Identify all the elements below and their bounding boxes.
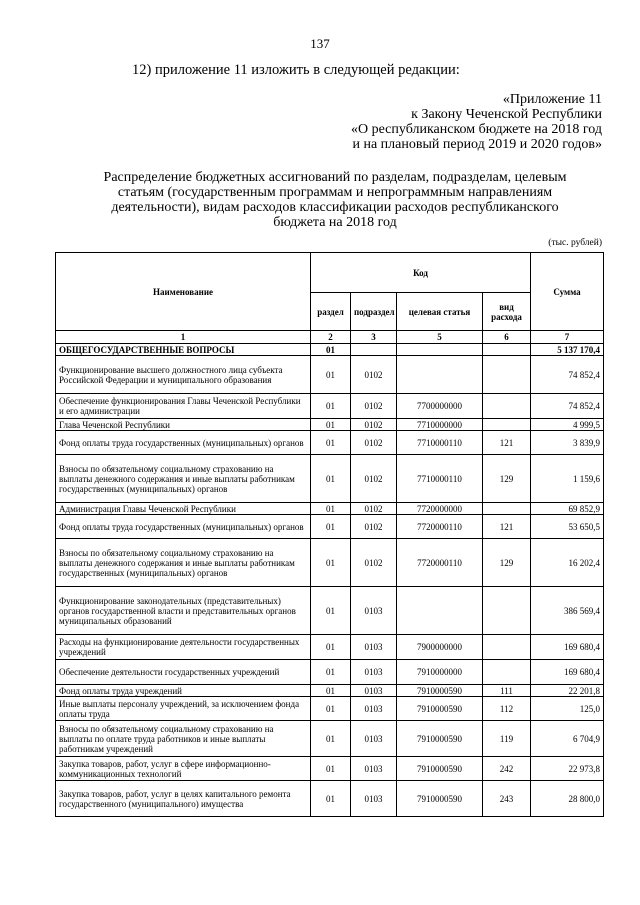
table-row: [56, 697, 604, 721]
document-title: [70, 170, 600, 230]
cell-razdel: 01: [311, 503, 351, 515]
header-razdel: раздел: [311, 293, 351, 331]
cell-summa: 125,0: [531, 697, 604, 721]
col-number: 1: [56, 331, 311, 344]
appendix-heading: [351, 92, 602, 152]
table-row: [56, 635, 604, 660]
table-row: [56, 431, 604, 455]
cell-vid: [483, 419, 531, 431]
cell-celevaya: 7710000110: [397, 455, 483, 503]
table-row: [56, 344, 604, 356]
cell-razdel: 01: [311, 515, 351, 539]
cell-name: Фонд оплаты труда государственных (муниципальных) органов: [56, 515, 311, 539]
cell-vid: 121: [483, 515, 531, 539]
cell-celevaya: 7910000590: [397, 685, 483, 697]
cell-podrazdel: 0102: [351, 515, 397, 539]
cell-vid: 119: [483, 721, 531, 757]
cell-vid: [483, 587, 531, 635]
cell-name: Глава Чеченской Республики: [56, 419, 311, 431]
cell-podrazdel: 0103: [351, 721, 397, 757]
budget-table: [55, 252, 604, 817]
col-number: 6: [483, 331, 531, 344]
header-name: Наименование: [56, 253, 311, 331]
cell-name: Функционирование высшего должностного лица субъекта Российской Федерации и муниципального образования: [56, 356, 311, 394]
cell-podrazdel: 0103: [351, 697, 397, 721]
appendix-line: «О республиканском бюджете на 2018 год: [351, 122, 602, 137]
cell-vid: [483, 394, 531, 419]
header-celevaya: целевая статья: [397, 293, 483, 331]
cell-razdel: 01: [311, 635, 351, 660]
table-row: [56, 455, 604, 503]
cell-vid: 121: [483, 431, 531, 455]
cell-name: Фонд оплаты труда государственных (муниципальных) органов: [56, 431, 311, 455]
cell-razdel: 01: [311, 394, 351, 419]
cell-name: Фонд оплаты труда учреждений: [56, 685, 311, 697]
cell-vid: [483, 356, 531, 394]
cell-summa: 69 852,9: [531, 503, 604, 515]
cell-razdel: 01: [311, 697, 351, 721]
appendix-line: и на плановый период 2019 и 2020 годов»: [352, 137, 602, 152]
cell-podrazdel: 0102: [351, 503, 397, 515]
cell-summa: 16 202,4: [531, 539, 604, 587]
cell-razdel: 01: [311, 685, 351, 697]
cell-podrazdel: 0103: [351, 685, 397, 697]
cell-vid: 129: [483, 455, 531, 503]
table-row: [56, 660, 604, 685]
table-row: [56, 394, 604, 419]
title-line: статьям (государственным программам и непрограммным направлениям: [117, 185, 553, 200]
cell-summa: 28 800,0: [531, 781, 604, 817]
cell-name: Обеспечение функционирования Главы Чеченской Республики и его администрации: [56, 394, 311, 419]
col-number: 3: [351, 331, 397, 344]
cell-celevaya: 7910000590: [397, 781, 483, 817]
header-podrazdel: подраздел: [351, 293, 397, 331]
cell-summa: 22 201,8: [531, 685, 604, 697]
col-number: 5: [397, 331, 483, 344]
title-line: деятельности), видам расходов классификации расходов республиканского: [111, 200, 559, 215]
header-summa: Сумма: [531, 253, 604, 331]
cell-summa: 169 680,4: [531, 635, 604, 660]
cell-vid: 111: [483, 685, 531, 697]
cell-podrazdel: 0103: [351, 660, 397, 685]
cell-name: Обеспечение деятельности государственных учреждений: [56, 660, 311, 685]
cell-vid: [483, 660, 531, 685]
title-line: Распределение бюджетных ассигнований по разделам, подразделам, целевым: [103, 170, 567, 185]
table-row: [56, 587, 604, 635]
cell-summa: 53 650,5: [531, 515, 604, 539]
cell-razdel: 01: [311, 757, 351, 781]
cell-celevaya: 7720000110: [397, 539, 483, 587]
cell-razdel: 01: [311, 539, 351, 587]
cell-podrazdel: 0102: [351, 539, 397, 587]
table-row: [56, 419, 604, 431]
table-row: [56, 781, 604, 817]
cell-summa: 74 852,4: [531, 356, 604, 394]
cell-podrazdel: 0102: [351, 419, 397, 431]
cell-podrazdel: 0102: [351, 431, 397, 455]
cell-celevaya: 7710000110: [397, 431, 483, 455]
cell-celevaya: 7910000000: [397, 660, 483, 685]
cell-podrazdel: 0103: [351, 635, 397, 660]
header-code: Код: [311, 253, 531, 293]
cell-celevaya: 7720000000: [397, 503, 483, 515]
header-vid: вид расхода: [483, 293, 531, 331]
cell-razdel: 01: [311, 721, 351, 757]
table-row: [56, 757, 604, 781]
cell-vid: 242: [483, 757, 531, 781]
cell-name: Администрация Главы Чеченской Республики: [56, 503, 311, 515]
table-row: [56, 721, 604, 757]
cell-vid: 129: [483, 539, 531, 587]
cell-podrazdel: 0102: [351, 356, 397, 394]
cell-vid: 243: [483, 781, 531, 817]
cell-celevaya: 7720000110: [397, 515, 483, 539]
cell-summa: 386 569,4: [531, 587, 604, 635]
table-row: [56, 539, 604, 587]
cell-podrazdel: 0103: [351, 757, 397, 781]
cell-celevaya: 7710000000: [397, 419, 483, 431]
cell-name: Взносы по обязательному социальному страхованию на выплаты по оплате труда работников и иные выплаты работникам учреждений: [56, 721, 311, 757]
cell-razdel: 01: [311, 419, 351, 431]
col-number: 2: [311, 331, 351, 344]
cell-name: Функционирование законодательных (представительных) органов государственной власти и представительных органов муниципальных образований: [56, 587, 311, 635]
cell-celevaya: 7910000590: [397, 757, 483, 781]
cell-name: Закупка товаров, работ, услуг в сфере информационно-коммуникационных технологий: [56, 757, 311, 781]
cell-celevaya: [397, 356, 483, 394]
table-row: [56, 356, 604, 394]
cell-summa: 74 852,4: [531, 394, 604, 419]
cell-summa: 22 973,8: [531, 757, 604, 781]
cell-name: Иные выплаты персоналу учреждений, за исключением фонда оплаты труда: [56, 697, 311, 721]
cell-name: Взносы по обязательному социальному страхованию на выплаты денежного содержания и иные выплаты работникам государственных (муниципальных) органов: [56, 539, 311, 587]
cell-name: Закупка товаров, работ, услуг в целях капитального ремонта государственного (муниципального) имущества: [56, 781, 311, 817]
cell-vid: [483, 344, 531, 356]
cell-celevaya: 7900000000: [397, 635, 483, 660]
cell-vid: 112: [483, 697, 531, 721]
cell-summa: 4 999,5: [531, 419, 604, 431]
cell-razdel: 01: [311, 587, 351, 635]
cell-razdel: 01: [311, 660, 351, 685]
cell-summa: 1 159,6: [531, 455, 604, 503]
cell-summa: 6 704,9: [531, 721, 604, 757]
table-row: [56, 503, 604, 515]
cell-celevaya: [397, 344, 483, 356]
col-number: 7: [531, 331, 604, 344]
cell-razdel: 01: [311, 455, 351, 503]
intro-text: 12) приложение 11 изложить в следующей редакции:: [132, 62, 460, 78]
cell-podrazdel: 0103: [351, 587, 397, 635]
cell-celevaya: 7700000000: [397, 394, 483, 419]
cell-celevaya: [397, 587, 483, 635]
cell-podrazdel: 0102: [351, 394, 397, 419]
cell-vid: [483, 503, 531, 515]
cell-razdel: 01: [311, 431, 351, 455]
cell-podrazdel: 0103: [351, 781, 397, 817]
table-body: [56, 344, 604, 817]
cell-razdel: 01: [311, 344, 351, 356]
cell-name: Взносы по обязательному социальному страхованию на выплаты денежного содержания и иные выплаты работникам государственных (муниципальных) органов: [56, 455, 311, 503]
table-row: [56, 685, 604, 697]
appendix-line: к Закону Чеченской Республики: [411, 107, 602, 122]
cell-celevaya: 7910000590: [397, 721, 483, 757]
cell-name: Расходы на функционирование деятельности государственных учреждений: [56, 635, 311, 660]
cell-podrazdel: 0102: [351, 455, 397, 503]
appendix-line: «Приложение 11: [502, 92, 602, 107]
units-label: (тыс. рублей): [548, 238, 602, 248]
cell-razdel: 01: [311, 781, 351, 817]
cell-razdel: 01: [311, 356, 351, 394]
page-number: 137: [310, 36, 330, 51]
title-line: бюджета на 2018 год: [273, 215, 397, 230]
cell-summa: 3 839,9: [531, 431, 604, 455]
cell-summa: 5 137 170,4: [531, 344, 604, 356]
cell-podrazdel: [351, 344, 397, 356]
table-row: [56, 515, 604, 539]
cell-celevaya: 7910000590: [397, 697, 483, 721]
cell-summa: 169 680,4: [531, 660, 604, 685]
cell-vid: [483, 635, 531, 660]
cell-name: ОБЩЕГОСУДАРСТВЕННЫЕ ВОПРОСЫ: [56, 344, 311, 356]
